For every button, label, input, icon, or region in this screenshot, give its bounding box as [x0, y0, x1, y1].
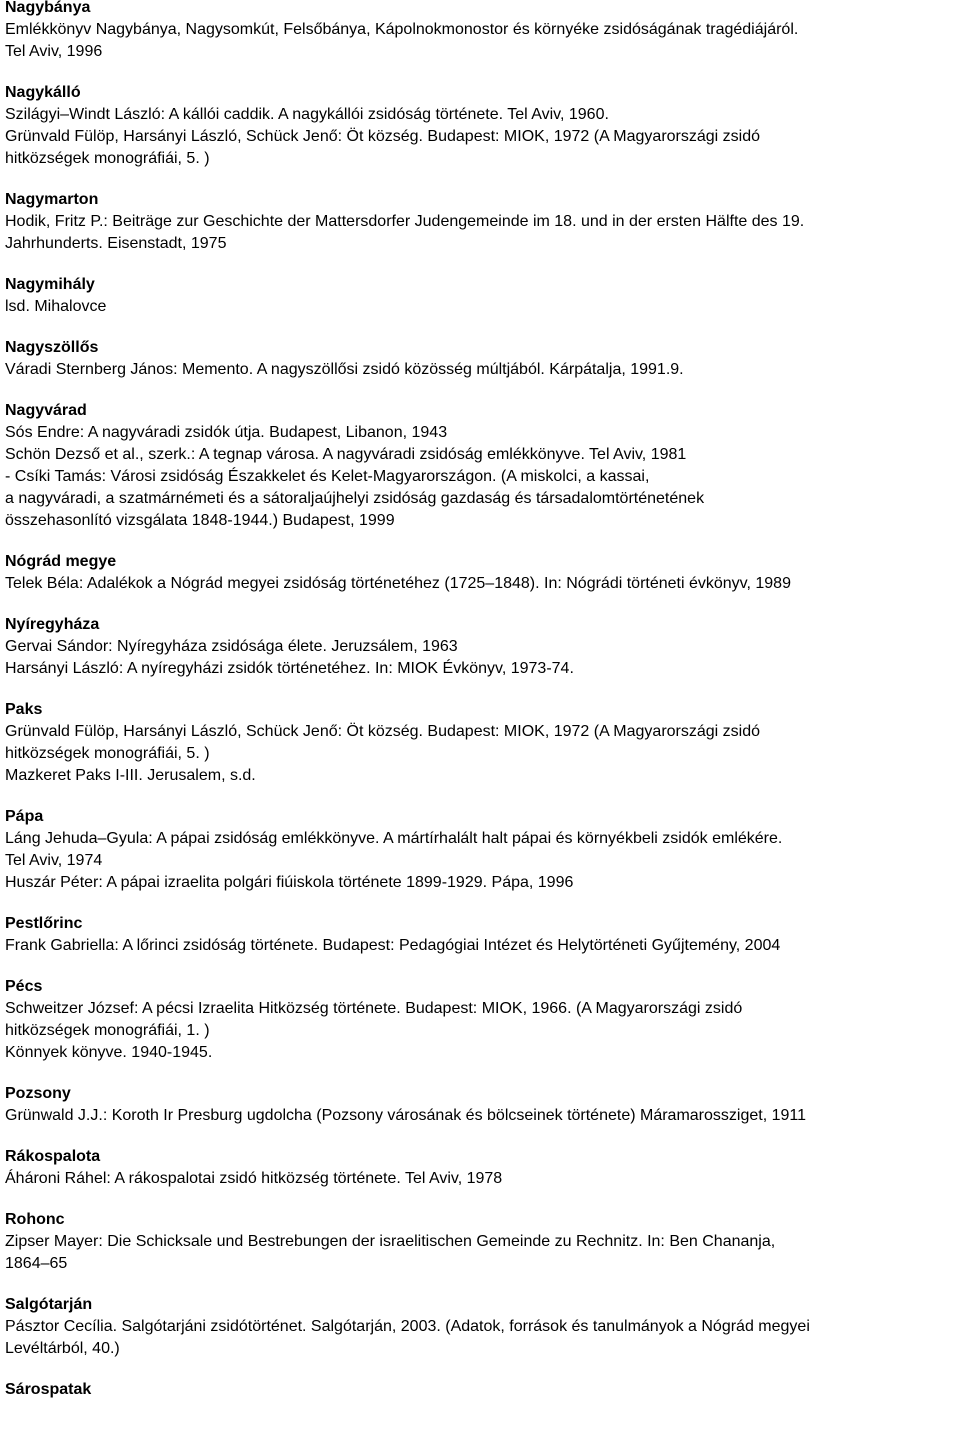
place-heading: Pestlőrinc [5, 915, 83, 932]
bibliography-section [5, 976, 960, 1064]
reference-line: Grünwald J.J.: Koroth Ir Presburg ugdolcha (Pozsony városának és bölcseinek története) Máramarossziget, 1911 [5, 1107, 806, 1124]
reference-line: összehasonlító vizsgálata 1848-1944.) Budapest, 1999 [5, 512, 395, 529]
place-heading: Nagybánya [5, 0, 91, 16]
reference-line: Láng Jehuda–Gyula: A pápai zsidóság emlékkönyve. A mártírhalált halt pápai és környékbeli zsidók emlékére. [5, 830, 783, 847]
reference-line: lsd. Mihalovce [5, 298, 107, 315]
place-heading: Paks [5, 701, 43, 718]
place-heading: Nagykálló [5, 84, 81, 101]
reference-line: Sós Endre: A nagyváradi zsidók útja. Budapest, Libanon, 1943 [5, 424, 448, 441]
place-heading: Nagyvárad [5, 402, 87, 419]
place-heading: Salgótarján [5, 1296, 93, 1313]
reference-line: Levéltárból, 40.) [5, 1340, 120, 1357]
place-heading: Pápa [5, 808, 44, 825]
place-heading: Pécs [5, 978, 43, 995]
reference-line: Jahrhunderts. Eisenstadt, 1975 [5, 235, 227, 252]
reference-line: 1864–65 [5, 1255, 68, 1272]
bibliography-section [5, 1379, 960, 1401]
bibliography-section [5, 0, 960, 63]
reference-line: Huszár Péter: A pápai izraelita polgári fiúiskola története 1899-1929. Pápa, 1996 [5, 874, 574, 891]
place-heading: Rákospalota [5, 1148, 101, 1165]
bibliography-section [5, 551, 960, 595]
place-heading: Pozsony [5, 1085, 71, 1102]
reference-line: hitközségek monográfiái, 5. ) [5, 150, 210, 167]
bibliography-section [5, 699, 960, 787]
bibliography-section [5, 1294, 960, 1360]
reference-line: Emlékkönyv Nagybánya, Nagysomkút, Felsőbánya, Kápolnokmonostor és környéke zsidóságának tragédiájáról. [5, 21, 799, 38]
reference-line: Grünvald Fülöp, Harsányi László, Schück Jenő: Öt község. Budapest: MIOK, 1972 (A Magyarországi zsidó [5, 723, 761, 740]
place-heading: Nagymihály [5, 276, 95, 293]
bibliography-section [5, 913, 960, 957]
reference-line: Mazkeret Paks I-III. Jerusalem, s.d. [5, 767, 256, 784]
reference-line: Gervai Sándor: Nyíregyháza zsidósága élete. Jeruzsálem, 1963 [5, 638, 458, 655]
reference-line: a nagyváradi, a szatmárnémeti és a sátoraljaújhelyi zsidóság gazdaság és társadalomtörténetének [5, 490, 705, 507]
place-heading: Sárospatak [5, 1381, 92, 1398]
reference-line: Schön Dezső et al., szerk.: A tegnap városa. A nagyváradi zsidóság emlékkönyve. Tel Aviv, 1981 [5, 446, 687, 463]
reference-line: Tel Aviv, 1974 [5, 852, 103, 869]
reference-line: Grünvald Fülöp, Harsányi László, Schück Jenő: Öt község. Budapest: MIOK, 1972 (A Magyarországi zsidó [5, 128, 761, 145]
bibliography-section [5, 806, 960, 894]
reference-line: Tel Aviv, 1996 [5, 43, 103, 60]
reference-line: Zipser Mayer: Die Schicksale und Bestrebungen der israelitischen Gemeinde zu Rechnitz. In: Ben Chananja, [5, 1233, 776, 1250]
reference-line: hitközségek monográfiái, 5. ) [5, 745, 210, 762]
reference-line: Telek Béla: Adalékok a Nógrád megyei zsidóság történetéhez (1725–1848). In: Nógrádi történeti évkönyv, 1989 [5, 575, 791, 592]
bibliography-section [5, 1146, 960, 1190]
reference-line: hitközségek monográfiái, 1. ) [5, 1022, 210, 1039]
reference-line: - Csíki Tamás: Városi zsidóság Északkelet és Kelet-Magyarországon. (A miskolci, a kassai, [5, 468, 650, 485]
bibliography-section [5, 274, 960, 318]
reference-line: Schweitzer József: A pécsi Izraelita Hitközség története. Budapest: MIOK, 1966. (A Magyarországi zsidó [5, 1000, 743, 1017]
bibliography-document [5, 0, 960, 1420]
place-heading: Nógrád megye [5, 553, 117, 570]
reference-line: Frank Gabriella: A lőrinci zsidóság története. Budapest: Pedagógiai Intézet és Helytörténeti Gyűjtemény, 2004 [5, 937, 781, 954]
reference-line: Pásztor Cecília. Salgótarjáni zsidótörténet. Salgótarján, 2003. (Adatok, források és tanulmányok a Nógrád megyei [5, 1318, 810, 1335]
bibliography-section [5, 337, 960, 381]
place-heading: Nagyszöllős [5, 339, 99, 356]
bibliography-section [5, 400, 960, 532]
reference-line: Hodik, Fritz P.: Beiträge zur Geschichte der Mattersdorfer Judengemeinde im 18. und in der ersten Hälfte des 19. [5, 213, 805, 230]
place-heading: Nyíregyháza [5, 616, 100, 633]
place-heading: Nagymarton [5, 191, 99, 208]
bibliography-section [5, 1209, 960, 1275]
reference-line: Könnyek könyve. 1940-1945. [5, 1044, 213, 1061]
bibliography-section [5, 1083, 960, 1127]
reference-line: Harsányi László: A nyíregyházi zsidók történetéhez. In: MIOK Évkönyv, 1973-74. [5, 660, 574, 677]
reference-line: Áhároni Ráhel: A rákospalotai zsidó hitközség története. Tel Aviv, 1978 [5, 1170, 503, 1187]
reference-line: Szilágyi–Windt László: A kállói caddik. A nagykállói zsidóság története. Tel Aviv, 1960. [5, 106, 609, 123]
bibliography-section [5, 82, 960, 170]
reference-line: Váradi Sternberg János: Memento. A nagyszöllősi zsidó közösség múltjából. Kárpátalja, 1991.9. [5, 361, 684, 378]
bibliography-section [5, 189, 960, 255]
place-heading: Rohonc [5, 1211, 65, 1228]
bibliography-section [5, 614, 960, 680]
